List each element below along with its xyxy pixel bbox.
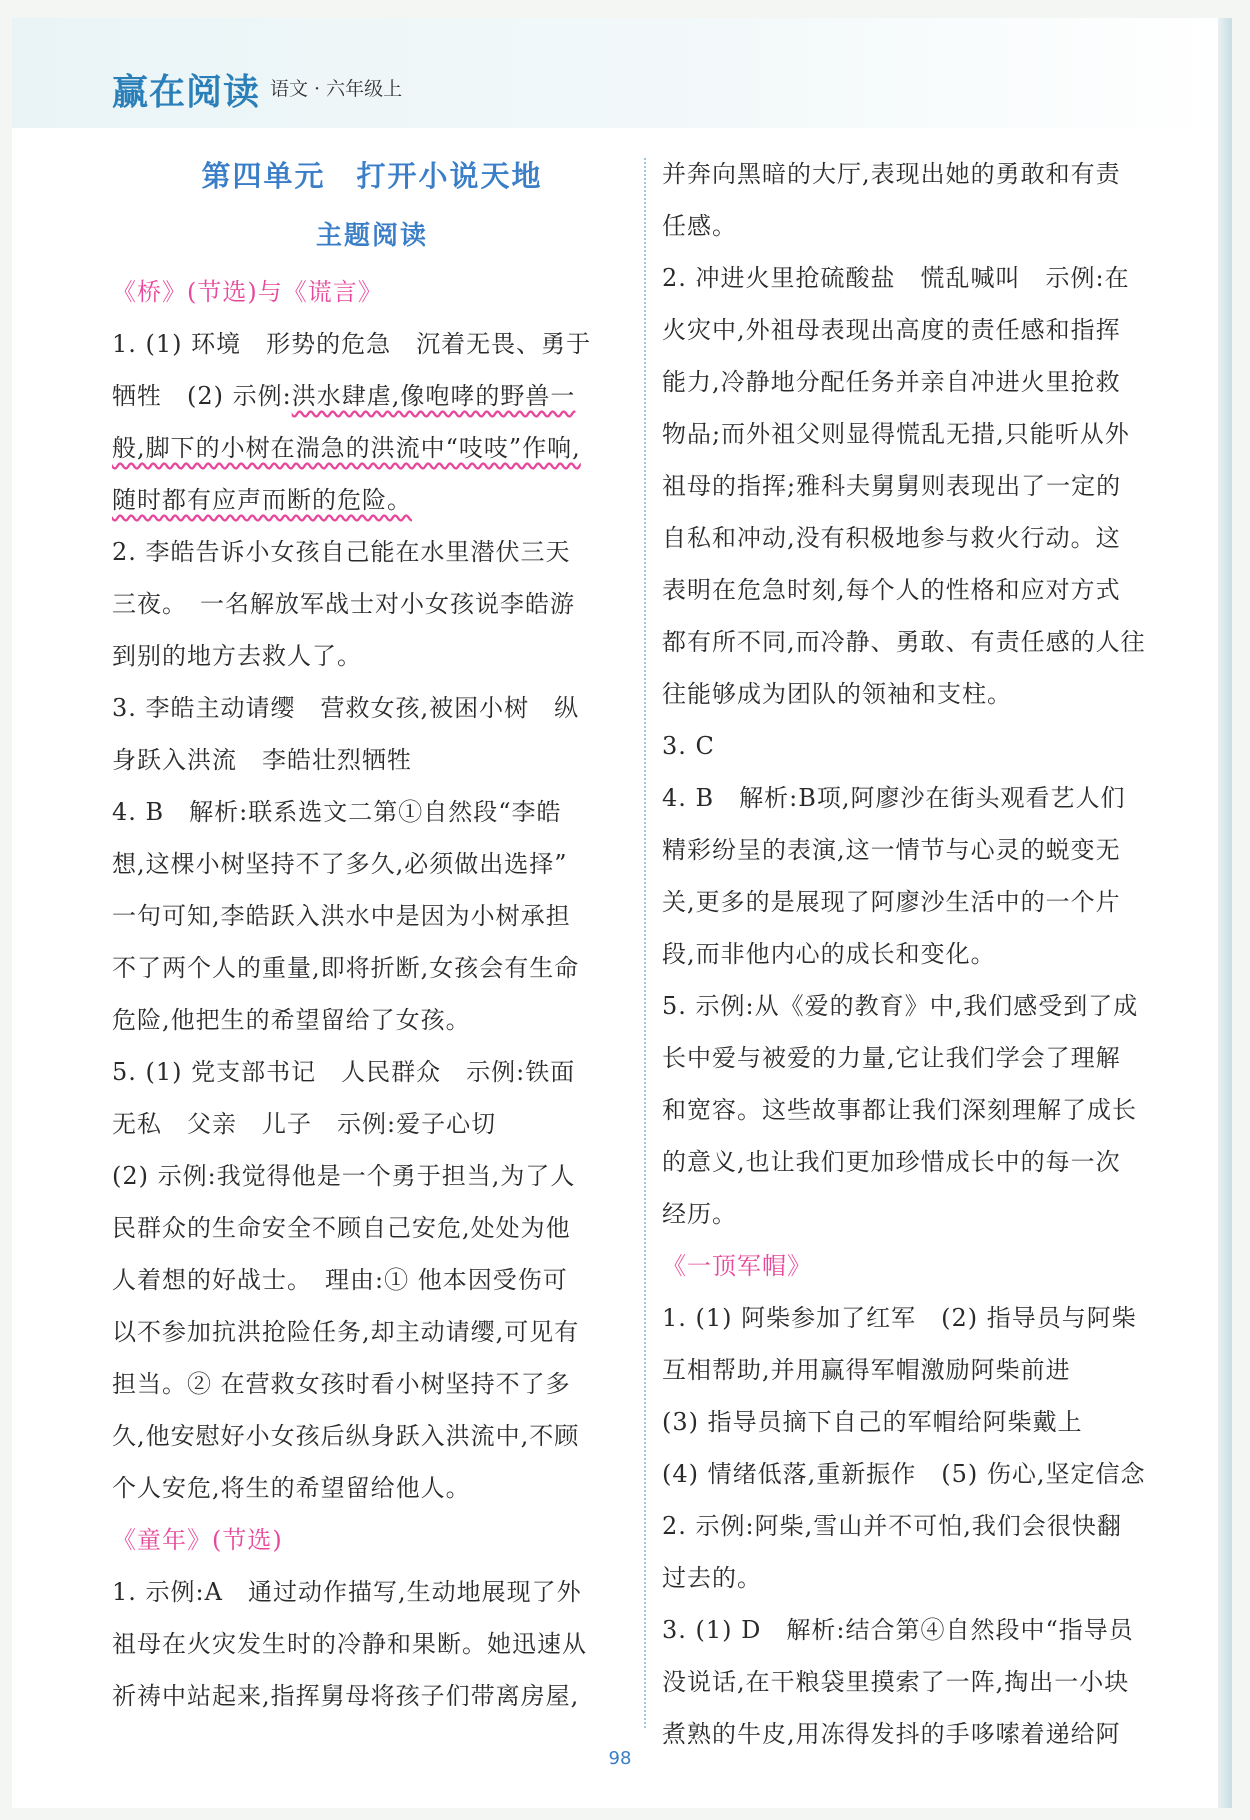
answer-line: (2) 示例:我觉得他是一个勇于担当,为了人 <box>112 1162 576 1190</box>
answer-line: (3) 指导员摘下自己的军帽给阿柴戴上 <box>662 1408 1083 1436</box>
answer-line: 民群众的生命安全不顾自己安危,处处为他 <box>112 1214 571 1242</box>
answer-line: 牺牲 (2) 示例:洪水肆虐,像咆哮的野兽一 <box>112 382 576 410</box>
answer-line: 2. 冲进火里抢硫酸盐 慌乱喊叫 示例:在 <box>662 264 1130 292</box>
answer-line: 个人安危,将生的希望留给他人。 <box>112 1474 471 1502</box>
answer-line: 长中爱与被爱的力量,它让我们学会了理解 <box>662 1044 1121 1072</box>
answer-line: 随时都有应声而断的危险。 <box>112 486 412 514</box>
answer-line: 段,而非他内心的成长和变化。 <box>662 940 996 968</box>
answer-line: 般,脚下的小树在湍急的洪流中“吱吱”作响, <box>112 434 581 462</box>
answer-line: 3. C <box>662 732 715 760</box>
left-column <box>112 148 632 1722</box>
answer-line: 自私和冲动,没有积极地参与救火行动。这 <box>662 524 1121 552</box>
answer-line: 5. 示例:从《爱的教育》中,我们感受到了成 <box>662 992 1139 1020</box>
answer-line: 1. 示例:A 通过动作描写,生动地展现了外 <box>112 1578 582 1606</box>
answer-line: 危险,他把生的希望留给了女孩。 <box>112 1006 471 1034</box>
answer-line: 一句可知,李皓跃入洪水中是因为小树承担 <box>112 902 571 930</box>
brand-logo: 赢在阅读 <box>112 72 261 113</box>
answer-line: 的意义,也让我们更加珍惜成长中的每一次 <box>662 1148 1121 1176</box>
right-text-lines <box>662 148 1182 1760</box>
answer-line: 身跃入洪流 李皓壮烈牺牲 <box>112 746 412 774</box>
answer-line: 表明在危急时刻,每个人的性格和应对方式 <box>662 576 1121 604</box>
section-heading: 《一顶军帽》 <box>662 1252 812 1280</box>
answer-line: 1. (1) 环境 形势的危急 沉着无畏、勇于 <box>112 330 592 358</box>
answer-line: 关,更多的是展现了阿廖沙生活中的一个片 <box>662 888 1121 916</box>
answer-line: 3. 李皓主动请缨 营救女孩,被困小树 纵 <box>112 694 580 722</box>
page-edge <box>1218 18 1232 1808</box>
answer-line: 并奔向黑暗的大厅,表现出她的勇敢和有责 <box>662 160 1121 188</box>
answer-line: 都有所不同,而冷静、勇敢、有责任感的人往 <box>662 628 1146 656</box>
left-text-lines <box>112 266 632 1722</box>
answer-line: 煮熟的牛皮,用冻得发抖的手哆嗦着递给阿 <box>662 1720 1121 1748</box>
answer-line: 想,这棵小树坚持不了多久,必须做出选择” <box>112 850 568 878</box>
answer-line: 任感。 <box>662 212 737 240</box>
answer-line: 没说话,在干粮袋里摸索了一阵,掏出一小块 <box>662 1668 1130 1696</box>
answer-line: 往能够成为团队的领袖和支柱。 <box>662 680 1012 708</box>
answer-line: 物品;而外祖父则显得慌乱无措,只能听从外 <box>662 420 1130 448</box>
page-number: 98 <box>608 1748 632 1769</box>
answer-line: 火灾中,外祖母表现出高度的责任感和指挥 <box>662 316 1121 344</box>
unit-title: 第四单元 打开小说天地 <box>201 159 543 193</box>
answer-line: 无私 父亲 儿子 示例:爱子心切 <box>112 1110 497 1138</box>
answer-line: 经历。 <box>662 1200 737 1228</box>
textbook-page <box>12 18 1228 1808</box>
answer-line: 互相帮助,并用赢得军帽激励阿柴前进 <box>662 1356 1071 1384</box>
answer-line: 不了两个人的重量,即将折断,女孩会有生命 <box>112 954 580 982</box>
section-heading: 《桥》(节选)与《谎言》 <box>112 278 383 306</box>
answer-line: 4. B 解析:B项,阿廖沙在街头观看艺人们 <box>662 784 1126 812</box>
answer-line: 2. 示例:阿柴,雪山并不可怕,我们会很快翻 <box>662 1512 1122 1540</box>
answer-line: (4) 情绪低落,重新振作 (5) 伤心,坚定信念 <box>662 1460 1146 1488</box>
answer-line: 三夜。 一名解放军战士对小女孩说李皓游 <box>112 590 575 618</box>
answer-line: 久,他安慰好小女孩后纵身跃入洪流中,不顾 <box>112 1422 580 1450</box>
answer-line: 2. 李皓告诉小女孩自己能在水里潜伏三天 <box>112 538 571 566</box>
answer-line: 4. B 解析:联系选文二第①自然段“李皓 <box>112 798 562 826</box>
answer-line: 能力,冷静地分配任务并亲自冲进火里抢救 <box>662 368 1121 396</box>
section-subtitle: 主题阅读 <box>315 221 428 251</box>
answer-line: 祈祷中站起来,指挥舅母将孩子们带离房屋, <box>112 1682 580 1710</box>
answer-line: 精彩纷呈的表演,这一情节与心灵的蜕变无 <box>662 836 1121 864</box>
right-column <box>662 148 1182 1760</box>
answer-line: 和宽容。这些故事都让我们深刻理解了成长 <box>662 1096 1137 1124</box>
answer-line: 到别的地方去救人了。 <box>112 642 362 670</box>
answer-line: 祖母的指挥;雅科夫舅舅则表现出了一定的 <box>662 472 1122 500</box>
answer-line: 1. (1) 阿柴参加了红军 (2) 指导员与阿柴 <box>662 1304 1137 1332</box>
answer-line: 5. (1) 党支部书记 人民群众 示例:铁面 <box>112 1058 576 1086</box>
answer-line: 以不参加抗洪抢险任务,却主动请缨,可见有 <box>112 1318 580 1346</box>
answer-line: 人着想的好战士。 理由:① 他本因受伤可 <box>112 1266 568 1294</box>
header-band <box>12 18 1228 128</box>
subject-label: 语文 · 六年级上 <box>270 78 403 100</box>
section-heading: 《童年》(节选) <box>112 1526 283 1554</box>
answer-line: 祖母在火灾发生时的冷静和果断。她迅速从 <box>112 1630 587 1658</box>
answer-line: 担当。② 在营救女孩时看小树坚持不了多 <box>112 1370 571 1398</box>
column-divider <box>644 158 646 1728</box>
answer-line: 过去的。 <box>662 1564 762 1592</box>
answer-line: 3. (1) D 解析:结合第④自然段中“指导员 <box>662 1616 1134 1644</box>
